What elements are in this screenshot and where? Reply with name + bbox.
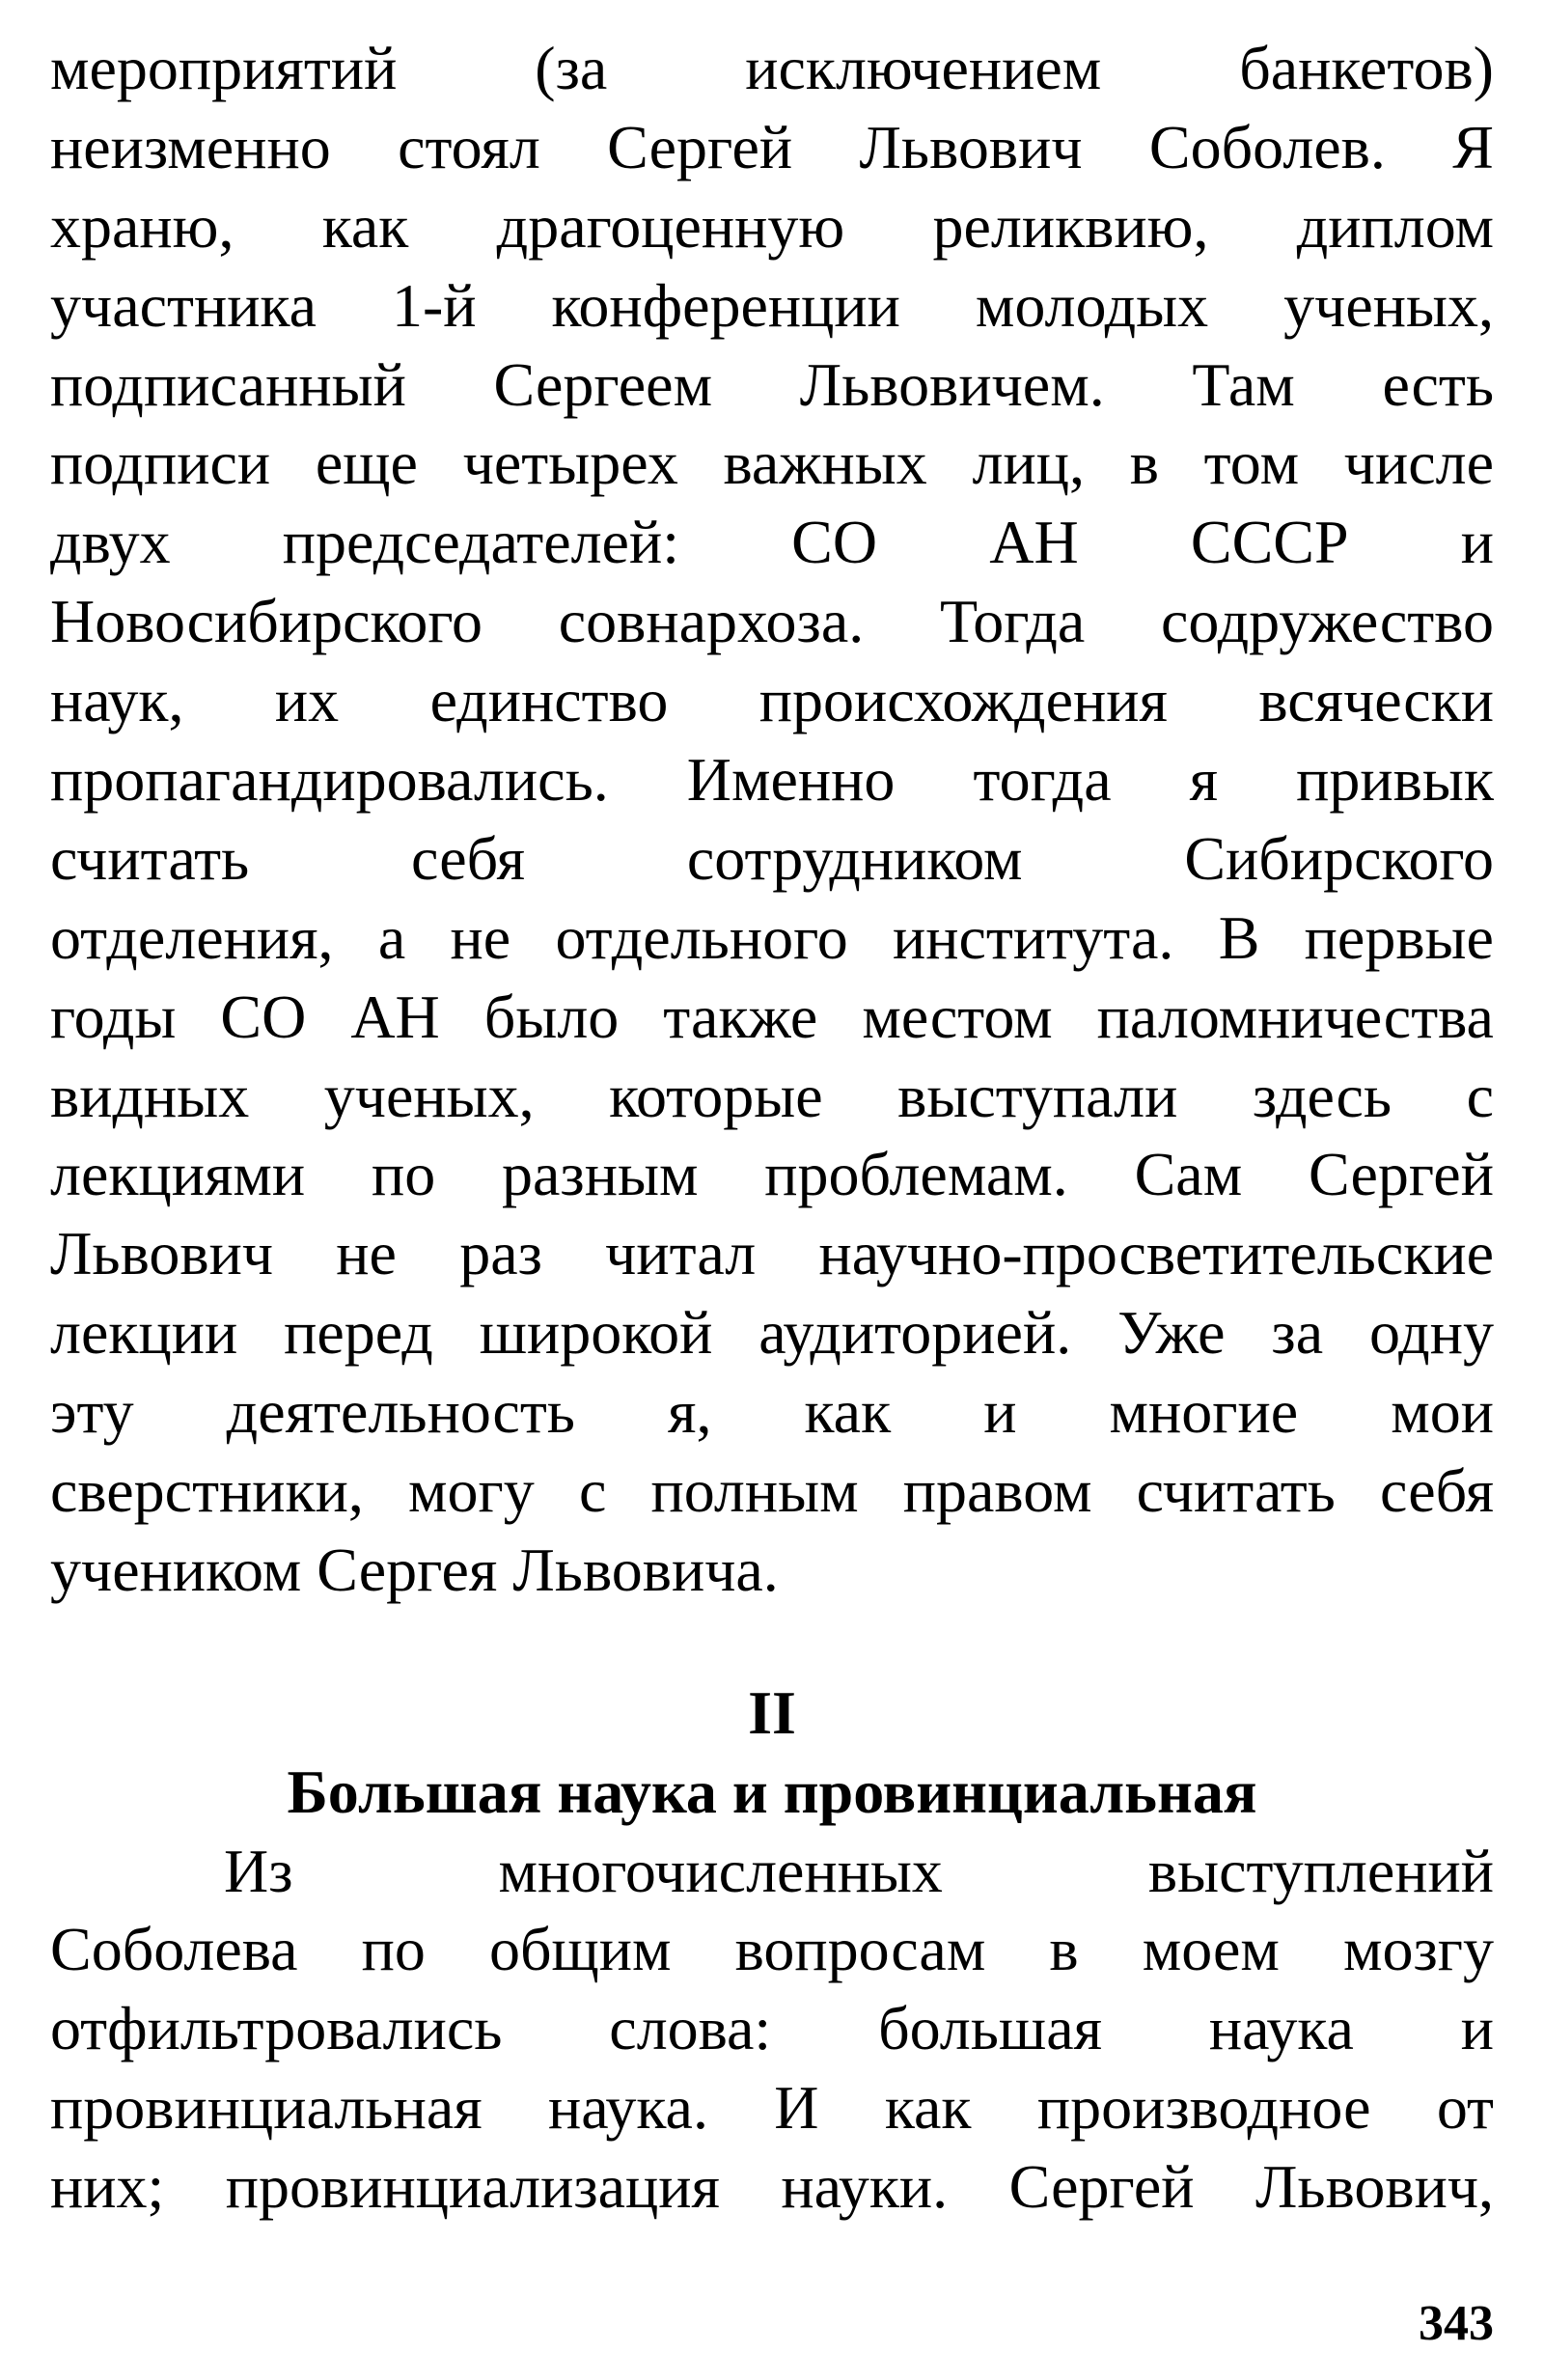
text-line [50, 1293, 1494, 1372]
word: по [371, 1140, 436, 1209]
text-line [50, 29, 1494, 108]
text-line [50, 108, 1494, 187]
word: считать [50, 823, 250, 893]
text-line [50, 346, 1494, 425]
word: считать [1136, 1456, 1336, 1526]
word: Львовичем. [799, 349, 1105, 419]
word: не [336, 1219, 397, 1288]
word: также [663, 982, 818, 1051]
word: двух [50, 508, 171, 577]
text-line [50, 819, 1494, 899]
text-line [50, 1372, 1494, 1452]
word: мозгу [1342, 1915, 1494, 1984]
word: Сергеем [493, 349, 713, 419]
word: видных [50, 1061, 250, 1130]
word: здесь [1252, 1061, 1392, 1130]
word: СО [220, 982, 307, 1051]
word: еще [315, 429, 418, 498]
word: Львович [859, 112, 1083, 181]
word: могу [408, 1456, 535, 1526]
text-line [50, 1135, 1494, 1214]
word: которые [609, 1061, 823, 1130]
word: молодых [975, 270, 1209, 340]
word: Сергей [1309, 1140, 1494, 1209]
word: разным [502, 1140, 699, 1209]
word: всячески [1258, 666, 1494, 735]
word: И [774, 2073, 819, 2143]
word: широкой [479, 1298, 713, 1368]
word: Львович [50, 1219, 274, 1288]
word: СО [791, 508, 878, 577]
word: провинциализация [225, 2152, 720, 2222]
word: провинциальная [50, 2073, 482, 2143]
word: учеником [50, 1535, 302, 1604]
text-line [50, 978, 1494, 1057]
word: совнархоза. [558, 587, 865, 656]
word: я [1189, 745, 1219, 815]
word: СССР [1190, 508, 1349, 577]
text-line [50, 661, 1494, 740]
word: стоял [398, 112, 540, 181]
word: АН [989, 508, 1079, 577]
text-line [50, 740, 1494, 819]
word: наука. [548, 2073, 708, 2143]
word: отфильтровались [50, 1994, 503, 2063]
word: отделения, [50, 902, 334, 972]
word: (за [535, 34, 608, 102]
text-line [50, 1531, 1494, 1610]
paragraph-1 [50, 29, 1494, 1610]
word: важных [723, 429, 927, 498]
word: Сергей [607, 112, 793, 181]
text-line [50, 1832, 1494, 1911]
page-number: 343 [1419, 2296, 1494, 2351]
word: Сергей [1008, 2152, 1195, 2222]
word: и [983, 1377, 1017, 1447]
word: многие [1109, 1377, 1299, 1447]
word: за [1271, 1298, 1324, 1368]
word: их [274, 666, 340, 735]
word: в [1129, 429, 1159, 498]
word: драгоценную [496, 191, 845, 261]
word: выступлений [1147, 1836, 1494, 1905]
word: перед [284, 1298, 433, 1368]
word: Там [1192, 349, 1295, 419]
word: них; [50, 2152, 165, 2222]
word: председателей: [282, 508, 679, 577]
paragraph-2 [50, 1832, 1494, 2227]
word: 1-й [391, 270, 477, 340]
word: первые [1304, 902, 1494, 972]
word: конференции [551, 270, 900, 340]
word: института. [893, 902, 1174, 972]
word: храню, [50, 191, 234, 261]
word: исключением [745, 34, 1102, 102]
word: читал [605, 1219, 757, 1288]
word: Сибирского [1184, 823, 1494, 893]
word: деятельность [226, 1377, 575, 1447]
word: моем [1142, 1915, 1280, 1984]
word: в [1049, 1915, 1079, 1984]
word: как [321, 191, 409, 261]
word: раз [459, 1219, 542, 1288]
word: большая [878, 1994, 1103, 2063]
word: проблемам. [764, 1140, 1068, 1209]
word: местом [862, 982, 1053, 1051]
word: Сергея [317, 1535, 498, 1604]
word: паломничества [1096, 982, 1494, 1051]
word: выступали [897, 1061, 1178, 1130]
text-line [50, 1214, 1494, 1293]
text-line [50, 899, 1494, 978]
word: числе [1343, 429, 1494, 498]
word: реликвию, [932, 191, 1209, 261]
word: науки. [781, 2152, 949, 2222]
word: подписи [50, 429, 271, 498]
word: есть [1382, 349, 1494, 419]
word: подписанный [50, 349, 406, 419]
word: Новосибирского [50, 587, 482, 656]
word: как [804, 1377, 892, 1447]
word: участника [50, 270, 317, 340]
word: Уже [1117, 1298, 1226, 1368]
word: и [1460, 508, 1494, 577]
word: Львович, [1254, 2152, 1494, 2222]
word: Соболев. [1148, 112, 1386, 181]
word: эту [50, 1377, 134, 1447]
word: общим [488, 1915, 672, 1984]
word: сверстники, [50, 1456, 364, 1526]
word: Именно [686, 745, 896, 815]
text-line [50, 424, 1494, 503]
word: вопросам [734, 1915, 986, 1984]
word: производное [1036, 2073, 1371, 2143]
text-line [50, 1057, 1494, 1136]
text-line [50, 503, 1494, 582]
word: Соболева [50, 1915, 298, 1984]
word: Сам [1134, 1140, 1243, 1209]
word: единство [429, 666, 669, 735]
word: аудиторией. [758, 1298, 1072, 1368]
word: мероприятий [50, 34, 398, 102]
word: пропагандировались. [50, 745, 609, 815]
word: себя [1380, 1456, 1494, 1526]
word: содружество [1161, 587, 1494, 656]
word: многочисленных [498, 1836, 943, 1905]
text-line [50, 582, 1494, 661]
word: а [377, 902, 406, 972]
word: отдельного [555, 902, 848, 972]
word: мои [1391, 1377, 1494, 1447]
word: наука [1208, 1994, 1354, 2063]
word: от [1436, 2073, 1494, 2143]
section-number: II [748, 1677, 796, 1747]
text-line [50, 187, 1494, 266]
word: привык [1296, 745, 1494, 815]
word: тогда [973, 745, 1112, 815]
page-text [50, 29, 1494, 2227]
text-line [50, 1452, 1494, 1531]
word: и [1460, 1994, 1494, 2063]
word: не [450, 902, 511, 972]
word: с [1466, 1061, 1494, 1130]
word: было [483, 982, 620, 1051]
word: происхождения [758, 666, 1168, 735]
word: ученых, [1283, 270, 1494, 340]
word: четырех [462, 429, 678, 498]
word: научно-просветительские [818, 1219, 1494, 1288]
word: В [1218, 902, 1260, 972]
word: банкетов) [1239, 34, 1494, 102]
word: Я [1452, 112, 1494, 181]
word: Из [224, 1836, 293, 1905]
word: правом [902, 1456, 1092, 1526]
word: годы [50, 982, 177, 1051]
word: себя [411, 823, 526, 893]
word: одну [1368, 1298, 1494, 1368]
word: лиц, [972, 429, 1085, 498]
section-spacer [50, 1610, 1494, 1674]
word: я, [668, 1377, 712, 1447]
text-line [50, 2147, 1494, 2227]
word: сотрудником [686, 823, 1023, 893]
word: с [578, 1456, 607, 1526]
section-title: Большая наука и провинциальная [287, 1757, 1257, 1826]
word: лекциями [50, 1140, 306, 1209]
word: ученых, [323, 1061, 535, 1130]
word: полным [650, 1456, 859, 1526]
word: как [884, 2073, 972, 2143]
text-line [50, 1989, 1494, 2068]
word: по [361, 1915, 426, 1984]
word: лекции [50, 1298, 238, 1368]
word: диплом [1296, 191, 1494, 261]
text-line [50, 266, 1494, 346]
word: Тогда [939, 587, 1086, 656]
word: наук, [50, 666, 184, 735]
word: АН [350, 982, 440, 1051]
word: неизменно [50, 112, 331, 181]
text-line [50, 2068, 1494, 2147]
text-line [50, 1910, 1494, 1989]
word: слова: [609, 1994, 772, 2063]
word: Львовича. [512, 1535, 779, 1604]
word: том [1203, 429, 1300, 498]
